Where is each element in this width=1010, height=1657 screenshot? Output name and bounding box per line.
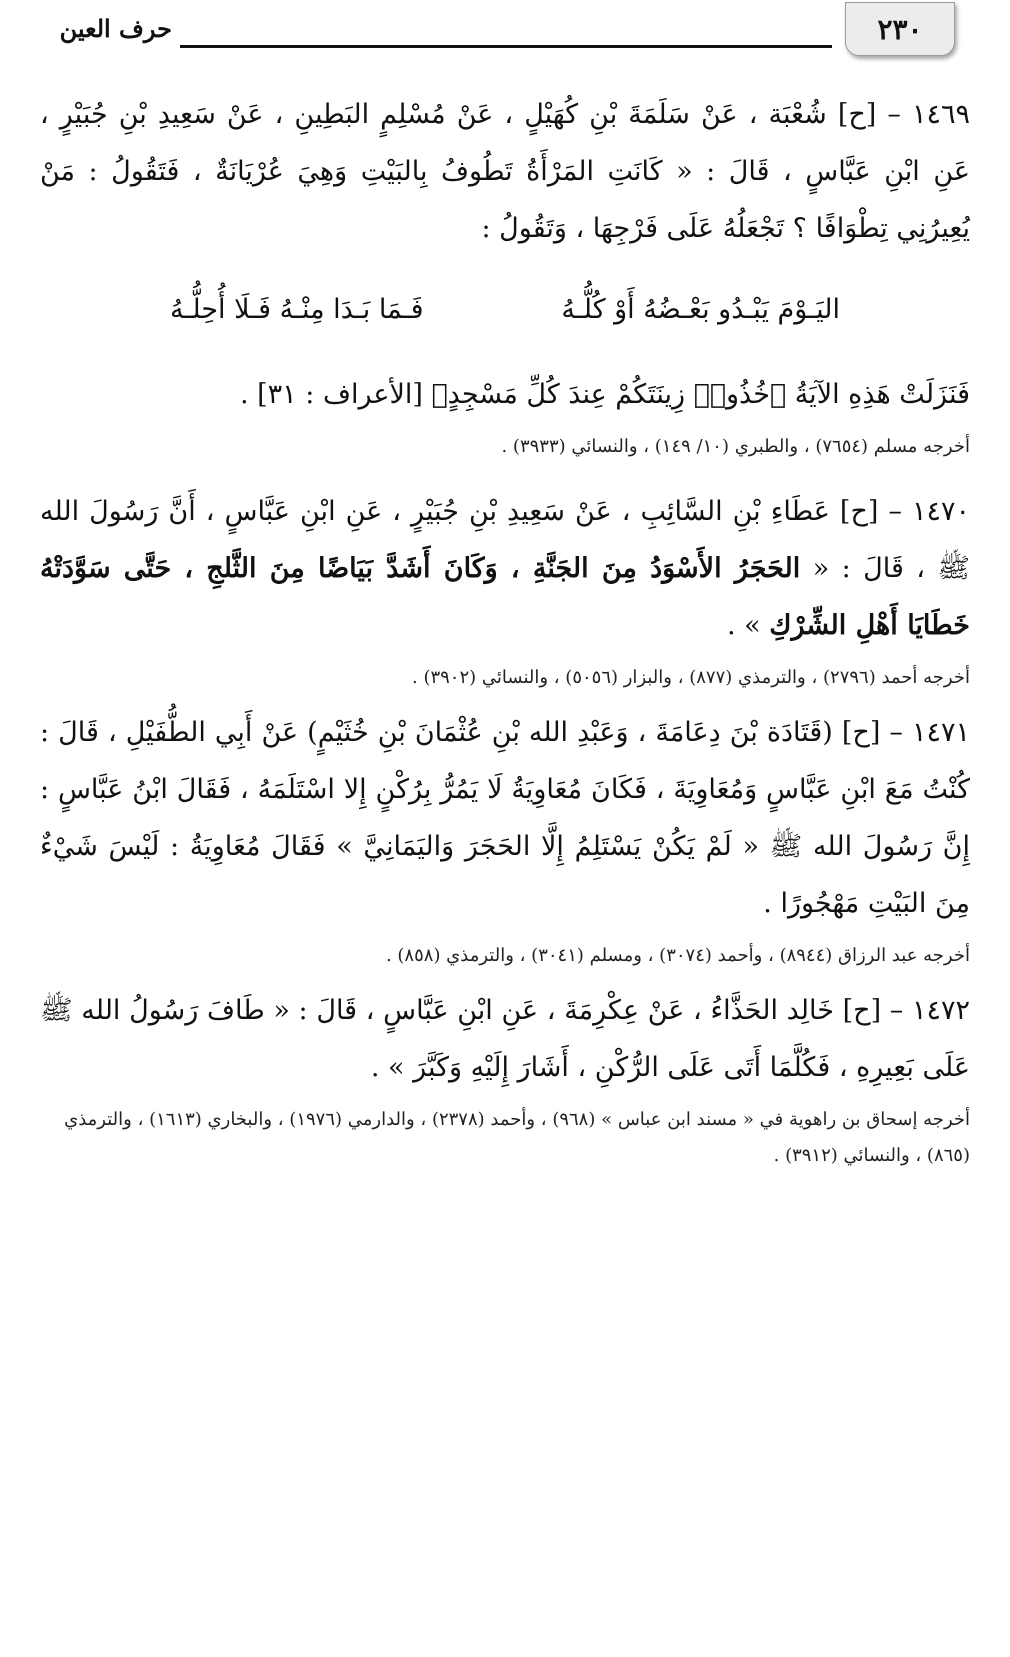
poem-verse — [40, 271, 970, 348]
hadith-body: [ح] عَطَاءِ بْنِ السَّائِبِ ، عَنْ سَعِيدِ بْنِ جُبَيْرٍ ، عَنِ ابْنِ عَبَّاسٍ ، أَنَّ رَسُولَ الله ﷺ ، قَالَ : « — [40, 496, 970, 584]
hadith-body: [ح] خَالِد الحَذَّاءُ ، عَنْ عِكْرِمَةَ ، عَنِ ابْنِ عَبَّاسٍ ، قَالَ : « طَافَ رَسُولُ الله ﷺ عَلَى بَعِيرِهِ ، فَكُلَّمَا أَتَى عَلَى الرُّكْنِ ، أَشَارَ إِلَيْهِ وَكَبَّرَ » . — [40, 995, 970, 1083]
hadith-text — [40, 704, 970, 932]
hadith-number: ١٤٧٠ – — [888, 496, 970, 527]
poem-hemistich-1: اليَـوْمَ يَبْـدُو بَعْـضُهُ أَوْ كُلُّـهُ — [561, 294, 840, 325]
hadith-number: ١٤٧٢ – — [889, 995, 970, 1026]
hadith-body: [ح] (قَتَادَة بْنَ دِعَامَةَ ، وَعَبْدِ الله بْنِ عُثْمَانَ بْنِ خُثَيْمٍ) عَنْ أَبِي الطُّفَيْلِ ، قَالَ : كُنْتُ مَعَ ابْنِ عَبَّاسٍ وَمُعَاوِيَةَ ، فَكَانَ مُعَاوِيَةُ لَا يَمُرُّ بِرُكْنٍ إِلا اسْتَلَمَهُ ، فَقَالَ ابْنُ عَبَّاسٍ : إِنَّ رَسُولَ الله ﷺ « لَمْ يَكُنْ يَسْتَلِمُ إِلَّا الحَجَرَ وَاليَمَانِيَّ » فَقَالَ مُعَاوِيَةُ : لَيْسَ شَيْءٌ مِنَ البَيْتِ مَهْجُورًا . — [40, 717, 970, 919]
hadith-bold-quote: الحَجَرُ الأَسْوَدُ مِنَ الجَنَّةِ ، وَكَانَ أَشَدَّ بَيَاضًا مِنَ الثَّلجِ ، حَتَّى سَوَّدَتْهُ خَطَايَا أَهْلِ الشِّرْكِ — [40, 553, 970, 641]
poem-hemistich-2: فَـمَا بَـدَا مِنْـهُ فَـلَا أُحِلُّـهُ — [170, 294, 424, 325]
page-body — [40, 86, 970, 1174]
hadith-text — [40, 483, 970, 654]
hadith-entry-1470 — [40, 483, 970, 696]
page-header — [0, 0, 1010, 70]
page-number: ٢٣٠ — [877, 12, 923, 46]
hadith-entry-1469 — [40, 86, 970, 465]
takhrij-note: أخرجه أحمد (٢٧٩٦) ، والترمذي (٨٧٧) ، والبزار (٥٠٥٦) ، والنسائي (٣٩٠٢) . — [412, 667, 970, 688]
takhrij-note: أخرجه مسلم (٧٦٥٤) ، والطبري (١٠/ ١٤٩) ، والنسائي (٣٩٣٣) . — [501, 436, 970, 457]
takhrij-note: أخرجه إسحاق بن راهوية في « مسند ابن عباس » (٩٦٨) ، وأحمد (٢٣٧٨) ، والدارمي (١٩٧٦) ، والبخاري (١٦١٣) ، والترمذي (٨٦٥) ، والنسائي (٣٩١٢) . — [64, 1109, 970, 1166]
hadith-entry-1472 — [40, 982, 970, 1174]
hadith-number: ١٤٧١ – — [889, 717, 970, 748]
hadith-entry-1471 — [40, 704, 970, 974]
takhrij-note: أخرجه عبد الرزاق (٨٩٤٤) ، وأحمد (٣٠٧٤) ، ومسلم (٣٠٤١) ، والترمذي (٨٥٨) . — [385, 945, 970, 966]
page-number-tab — [845, 2, 955, 56]
hadith-text — [40, 86, 970, 257]
hadith-text — [40, 982, 970, 1096]
hadith-body: [ح] شُعْبَة ، عَنْ سَلَمَةَ بْنِ كُهَيْلٍ ، عَنْ مُسْلِمٍ البَطِينِ ، عَنْ سَعِيدِ بْنِ جُبَيْرٍ ، عَنِ ابْنِ عَبَّاسٍ ، قَالَ : « كَانَتِ المَرْأَةُ تَطُوفُ بِالبَيْتِ وَهِيَ عُرْيَانَةٌ ، فَتَقُولُ : مَنْ يُعِيرُنِي تِطْوَافًا ؟ تَجْعَلُهُ عَلَى فَرْجِهَا ، وَتَقُولُ : — [40, 99, 970, 244]
chapter-title: حرف العين — [59, 14, 172, 43]
hadith-body-end: » . — [726, 610, 761, 641]
header-rule — [180, 45, 832, 48]
hadith-after-poem: فَنَزَلَتْ هَذِهِ الآيَةُ ﴿خُذُوا۟ زِينَتَكُمْ عِندَ كُلِّ مَسْجِدٍ﴾ [الأعراف : ٣١] . — [239, 379, 970, 410]
hadith-number: ١٤٦٩ – — [887, 99, 970, 130]
